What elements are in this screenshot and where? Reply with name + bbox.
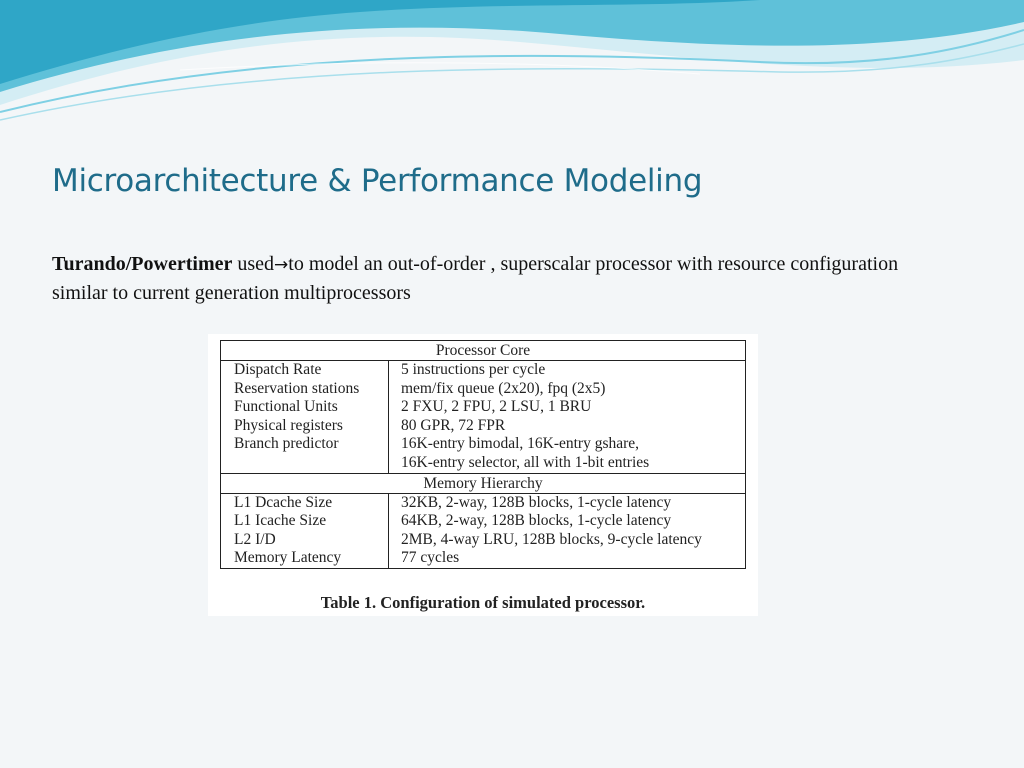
param-value: 32KB, 2-way, 128B blocks, 1-cycle latency	[389, 493, 746, 512]
param-name: Reservation stations	[221, 380, 389, 399]
param-name: L2 I/D	[221, 531, 389, 550]
table-caption: Table 1. Configuration of simulated processor.	[320, 593, 646, 612]
param-name: Dispatch Rate	[221, 361, 389, 380]
param-name	[221, 454, 389, 473]
param-name: Functional Units	[221, 398, 389, 417]
param-value: 2MB, 4-way LRU, 128B blocks, 9-cycle latency	[389, 531, 746, 550]
section-header-memory-hierarchy	[221, 473, 746, 493]
table-row	[221, 512, 746, 531]
intro-paragraph	[52, 250, 952, 307]
param-name: L1 Icache Size	[221, 512, 389, 531]
config-table-figure	[208, 334, 758, 616]
table-row	[221, 417, 746, 436]
param-value: 64KB, 2-way, 128B blocks, 1-cycle latency	[389, 512, 746, 531]
param-name: L1 Dcache Size	[221, 493, 389, 512]
param-name: Physical registers	[221, 417, 389, 436]
param-name: Memory Latency	[221, 549, 389, 568]
arrow-icon: →	[274, 255, 289, 275]
tool-name: Turando/Powertimer	[52, 253, 233, 275]
param-value: mem/fix queue (2x20), fpq (2x5)	[389, 380, 746, 399]
param-value: 2 FXU, 2 FPU, 2 LSU, 1 BRU	[389, 398, 746, 417]
slide-title: Microarchitecture & Performance Modeling	[52, 163, 703, 199]
param-value: 16K-entry selector, all with 1-bit entries	[389, 454, 746, 473]
param-value: 77 cycles	[389, 549, 746, 568]
table-row	[221, 435, 746, 454]
section-header-processor-core	[221, 341, 746, 361]
table-row	[221, 361, 746, 380]
table-row	[221, 454, 746, 473]
table-row	[221, 549, 746, 568]
param-value: 16K-entry bimodal, 16K-entry gshare,	[389, 435, 746, 454]
section-header-memory-hierarchy-label: Memory Hierarchy	[221, 473, 746, 493]
header-wave-decoration	[0, 0, 1024, 130]
table-row	[221, 398, 746, 417]
param-value: 5 instructions per cycle	[389, 361, 746, 380]
table-row	[221, 380, 746, 399]
config-table	[220, 340, 746, 569]
table-row	[221, 531, 746, 550]
param-value: 80 GPR, 72 FPR	[389, 417, 746, 436]
param-name: Branch predictor	[221, 435, 389, 454]
table-row	[221, 493, 746, 512]
section-header-processor-core-label: Processor Core	[221, 341, 746, 361]
intro-rest: to model an out-of-order , superscalar processor with resource configuration similar to current generation multiprocessors	[52, 253, 899, 304]
intro-used: used	[232, 253, 275, 275]
